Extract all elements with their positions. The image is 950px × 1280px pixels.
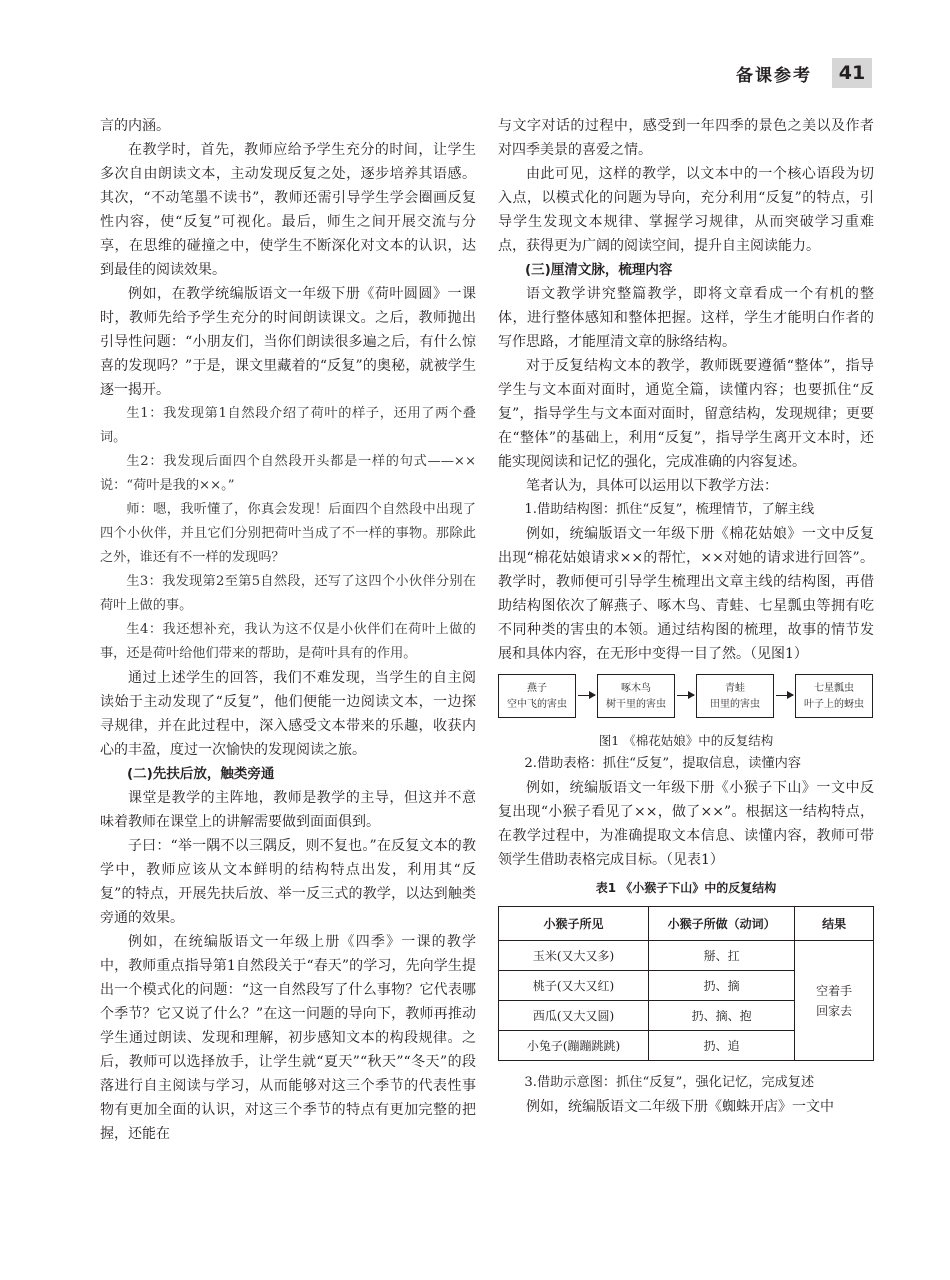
table-cell: 桃子(又大又红): [499, 971, 649, 1001]
paragraph: 例如，在统编版语文一年级上册《四季》一课的教学中，教师重点指导第1自然段关于“春天”的学习，先向学生提出一个模式化的问题：“这一自然段写了什么事物？它代表哪个季节？它又说了什么？”在这一问题的导向下，教师再推动学生通过朗读、发现和理解，初步感知文本的构段规律。之后，教师可以选择放手，让学生就“夏天”“秋天”“冬天”的段落进行自主阅读与学习，从而能够对这三个季节的代表性事物有更加全面的认识，对这三个季节的特点有更加完整的把握，还能在: [100, 934, 476, 1142]
table-row: [499, 941, 874, 971]
table-cell: 玉米(又大又多): [499, 941, 649, 971]
dialogue-line: 生3：我发现第2至第5自然段，还写了这四个小伙伴分别在荷叶上做的事。: [100, 574, 476, 613]
paragraph: 例如，统编版语文一年级下册《棉花姑娘》一文中反复出现“棉花姑娘请求××的帮忙，××对她的请求进行回答”。教学时，教师便可引导学生梳理出文章主线的结构图，再借助结构图依次了解燕子、啄木鸟、青蛙、七星瓢虫等拥有吃不同种类的害虫的本领。通过结构图的梳理，故事的情节发展和具体内容，在无形中变得一目了然。（见图1）: [498, 526, 874, 662]
flow-box-name: 燕子: [527, 683, 547, 694]
figure1-flowchart: [498, 674, 874, 720]
dialogue-line: 生4：我还想补充，我认为这不仅是小伙伴们在荷叶上做的事，还是荷叶给他们带来的帮助，是荷叶具有的作用。: [100, 622, 476, 661]
dialogue-line: 师：嗯，我听懂了，你真会发现！后面四个自然段中出现了四个小伙伴，并且它们分别把荷叶当成了不一样的事物。那除此之外，谁还有不一样的发现吗？: [100, 502, 476, 565]
flow-box: [597, 674, 675, 718]
table-cell: 扔、摘: [649, 971, 795, 1001]
section-title: 备课参考: [736, 66, 812, 86]
flow-box-desc: 田里的害虫: [710, 699, 760, 710]
table-cell: 掰、扛: [649, 941, 795, 971]
section-heading: (二)先扶后放，触类旁通: [127, 766, 275, 782]
table-header-cell: 小猴子所做（动词）: [649, 907, 795, 941]
method-heading: 2.借助表格：抓住“反复”，提取信息，读懂内容: [524, 756, 802, 771]
table-header-cell: 结果: [795, 907, 874, 941]
section-heading: (三)厘清文脉，梳理内容: [525, 262, 673, 278]
paragraph: 子曰：“举一隅不以三隅反，则不复也。”在反复文本的教学中，教师应该从文本鲜明的结构特点出发，利用其“反复”的特点，开展先扶后放、举一反三式的教学，以达到触类旁通的效果。: [100, 838, 476, 926]
paragraph: 在教学时，首先，教师应给予学生充分的时间，让学生多次自由朗读文本，主动发现反复之处，逐步培养其语感。其次，“不动笔墨不读书”，教师还需引导学生学会圈画反复性内容，使“反复”可视化。最后，师生之间开展交流与分享，在思维的碰撞之中，使学生不断深化对文本的认识，达到最佳的阅读效果。: [100, 142, 476, 278]
paragraph: 通过上述学生的回答，我们不难发现，当学生的自主阅读始于主动发现了“反复”，他们便能一边阅读文本，一边探寻规律，并在此过程中，深入感受文本带来的乐趣，收获内心的丰盈，度过一次愉快的发现阅读之旅。: [100, 670, 476, 758]
flow-box-name: 啄木鸟: [621, 683, 651, 694]
dialogue-line: 生2：我发现后面四个自然段开头都是一样的句式——××说：“荷叶是我的××。”: [100, 454, 476, 493]
table-header-cell: 小猴子所见: [499, 907, 649, 941]
table1: [498, 906, 874, 1061]
page-header: [718, 58, 876, 88]
paragraph: 与文字对话的过程中，感受到一年四季的景色之美以及作者对四季美景的喜爱之情。: [498, 118, 874, 158]
right-column: [498, 114, 874, 1119]
figure-caption: 图1 《棉花姑娘》中的反复结构: [598, 733, 774, 748]
flow-box: [696, 674, 774, 718]
paragraph: 对于反复结构文本的教学，教师既要遵循“整体”，指导学生与文本面对面时，通览全篇，读懂内容；也要抓住“反复”，指导学生与文本面对面时，留意结构，发现规律；更要在“整体”的基础上，利用“反复”，指导学生离开文本时，还能实现阅读和记忆的强化，完成准确的内容复述。: [498, 358, 874, 470]
flow-box-desc: 空中飞的害虫: [507, 699, 567, 710]
table-caption: 表1 《小猴子下山》中的反复结构: [595, 881, 777, 895]
paragraph: 例如，统编版语文二年级下册《蜘蛛开店》一文中: [526, 1099, 834, 1115]
flow-box-name: 七星瓢虫: [814, 683, 854, 694]
flow-box: [498, 674, 576, 718]
paragraph: 言的内涵。: [100, 118, 170, 134]
paragraph: 例如，统编版语文一年级下册《小猴子下山》一文中反复出现“小猴子看见了××，做了××”。根据这一结构特点，在教学过程中，为准确提取文本信息、读懂内容，教师可带领学生借助表格完成目标。（见表1）: [498, 780, 874, 868]
left-column: [100, 114, 476, 1146]
table-header-row: [499, 907, 874, 941]
page-number: 41: [832, 58, 872, 88]
method-heading: 3.借助示意图：抓住“反复”，强化记忆，完成复述: [524, 1075, 815, 1090]
dialogue-line: 生1：我发现第1自然段介绍了荷叶的样子，还用了两个叠词。: [100, 406, 476, 445]
table-cell: 扔、追: [649, 1031, 795, 1061]
paragraph: 笔者认为，具体可以运用以下教学方法：: [526, 478, 778, 494]
flow-box: [795, 674, 873, 718]
method-heading: 1.借助结构图：抓住“反复”，梳理情节，了解主线: [524, 502, 815, 517]
flow-box-name: 青蛙: [725, 683, 745, 694]
table-cell: 西瓜(又大又圆): [499, 1001, 649, 1031]
table-cell: 扔、摘、抱: [649, 1001, 795, 1031]
arrow-icon: [677, 695, 694, 696]
paragraph: 由此可见，这样的教学，以文本中的一个核心语段为切入点，以模式化的问题为导向，充分利用“反复”的特点，引导学生发现文本规律、掌握学习规律，从而突破学习重难点，获得更为广阔的阅读空间，提升自主阅读能力。: [498, 166, 874, 254]
paragraph: 语文教学讲究整篇教学，即将文章看成一个有机的整体，进行整体感知和整体把握。这样，学生才能明白作者的写作思路，才能厘清文章的脉络结构。: [498, 286, 874, 350]
table-result-cell: 空着手回家去: [795, 941, 874, 1061]
paragraph: 课堂是教学的主阵地，教师是教学的主导，但这并不意味着教师在课堂上的讲解需要做到面面俱到。: [100, 790, 476, 830]
arrow-icon: [578, 695, 595, 696]
flow-box-desc: 叶子上的蚜虫: [804, 699, 864, 710]
table-cell: 小兔子(蹦蹦跳跳): [499, 1031, 649, 1061]
paragraph: 例如，在教学统编版语文一年级下册《荷叶圆圆》一课时，教师先给予学生充分的时间朗读课文。之后，教师抛出引导性问题：“小朋友们，当你们朗读很多遍之后，有什么惊喜的发现吗？”于是，课文里藏着的“反复”的奥秘，就被学生逐一揭开。: [100, 286, 476, 398]
arrow-icon: [776, 695, 793, 696]
flow-box-desc: 树干里的害虫: [606, 699, 666, 710]
